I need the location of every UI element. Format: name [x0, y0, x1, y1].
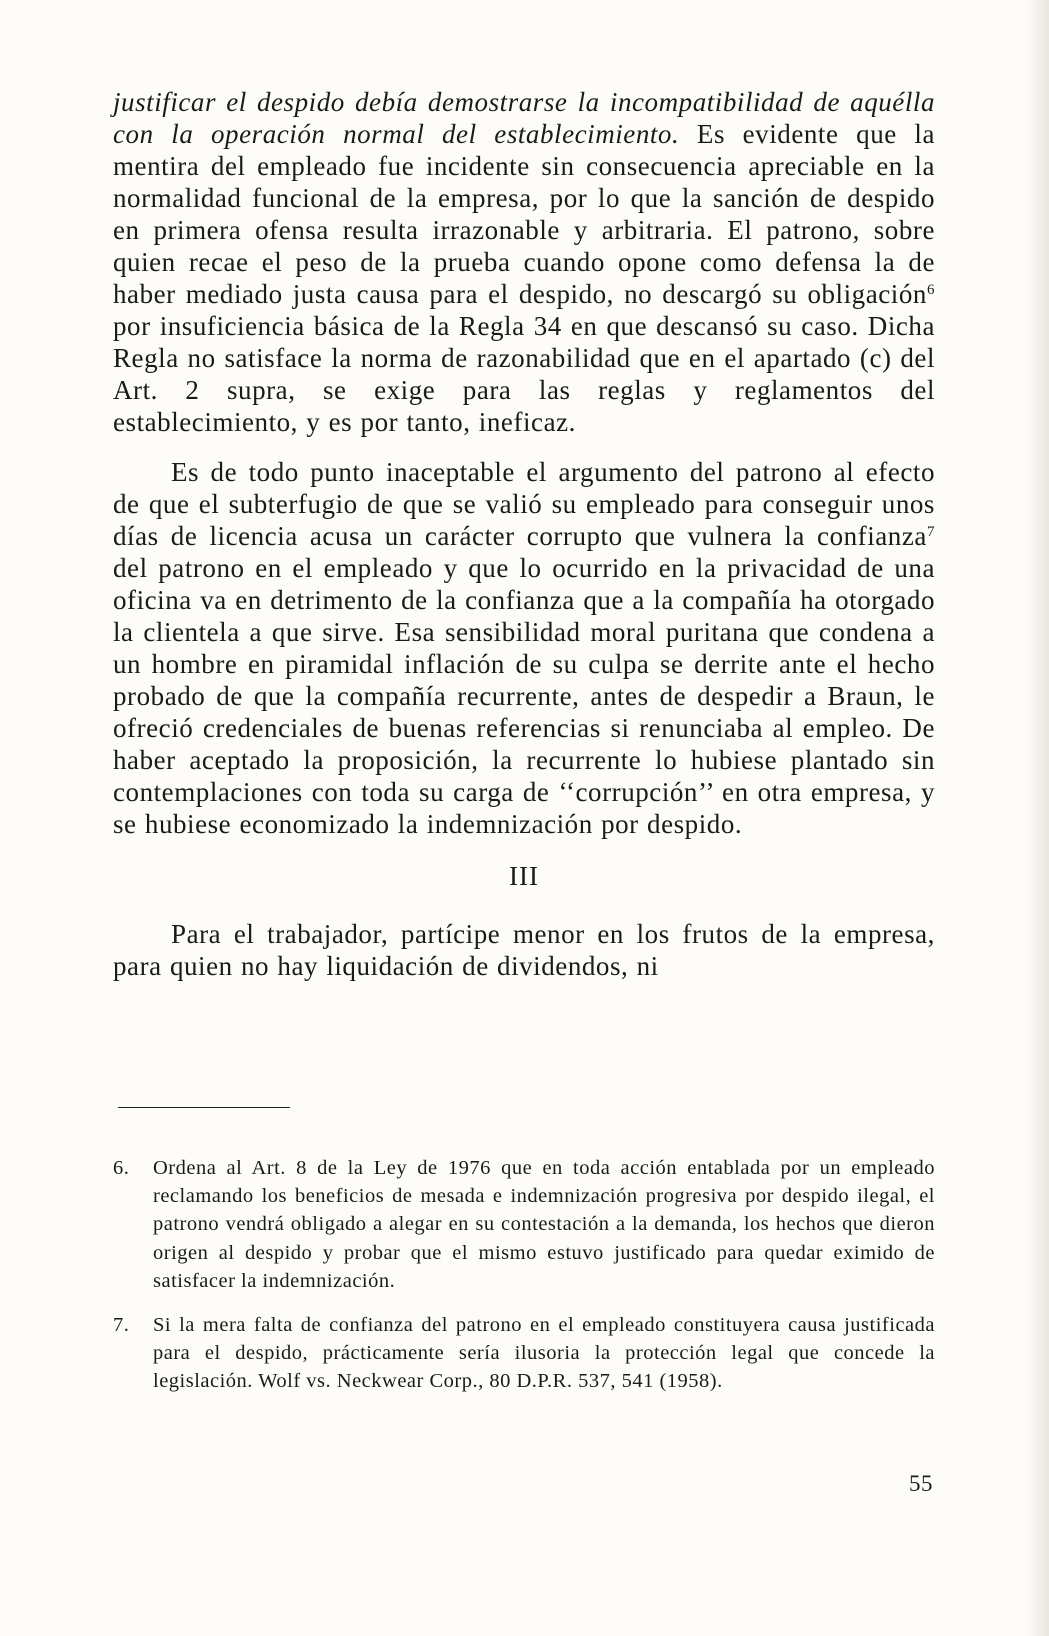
- paragraph-1: [113, 86, 935, 438]
- footnote-number: 6.: [113, 1157, 130, 1179]
- paragraph-2: [113, 456, 935, 840]
- footnote-6: [113, 1154, 935, 1295]
- footnote-ref-6[interactable]: 6: [926, 282, 935, 298]
- section-heading: III: [509, 861, 539, 891]
- body-text: [113, 86, 935, 982]
- paragraph-2-text-b: del patrono en el empleado y que lo ocurrido en la privacidad de una oficina va en detrimento de la confianza que a la compañía ha otorgado la clientela a que sirve. Esa sensibilidad moral puritana que condena a un hombre en piramidal inflación de su culpa se derrite ante el hecho probado de que la compañía recurrente, antes de despedir a Braun, le ofreció credenciales de buenas referencias si renunciaba al empleo. De haber aceptado la proposición, la recurrente lo hubiese plantado sin contemplaciones con toda su carga de ‘‘corrupción’’ en otra empresa, y se hubiese economizado la indemnización por despido.: [113, 553, 935, 839]
- paragraph-1-text-b: por insuficiencia básica de la Regla 34 en que descansó su caso. Dicha Regla no satisface la norma de razonabilidad que en el apartado (c) del Art. 2 supra, se exige para las reglas y reglamentos del establecimiento, y es por tanto, ineficaz.: [113, 311, 935, 437]
- page-edge: [1027, 0, 1049, 1636]
- paragraph-1-text-a: Es evidente que la mentira del empleado fue incidente sin consecuencia apreciable en la normalidad funcional de la empresa, por lo que la sanción de despido en primera ofensa resulta irrazonable y arbitraria. El patrono, sobre quien recae el peso de la prueba cuando opone como defensa la de haber mediado justa causa para el despido, no descargó su obligación: [113, 119, 935, 309]
- footnote-text: Si la mera falta de confianza del patrono en el empleado constituyera causa justificada para el despido, prácticamente sería ilusoria la protección legal que concede la legislación. Wolf vs. Neckwear Corp., 80 D.P.R. 537, 541 (1958).: [153, 1314, 935, 1393]
- footnote-number: 7.: [113, 1314, 130, 1337]
- footnote-7: [113, 1311, 935, 1396]
- paragraph-1-italic: justificar el despido debía demostrarse la incompatibilidad de aquélla con la operación normal del establecimiento.: [113, 87, 935, 149]
- footnote-divider: [118, 1107, 290, 1108]
- footnotes: [113, 1154, 935, 1396]
- footnote-ref-7[interactable]: 7: [926, 524, 935, 540]
- paragraph-3: Para el trabajador, partícipe menor en los frutos de la empresa, para quien no hay liquidación de dividendos, ni: [113, 919, 935, 981]
- footnote-text: Ordena al Art. 8 de la Ley de 1976 que en toda acción entablada por un empleado reclamando los beneficios de mesada e indemnización progresiva por despido ilegal, el patrono vendrá obligado a alegar en su contestación a la demanda, los hechos que dieron origen al despido y probar que el mismo estuvo justificado para quedar eximido de satisfacer la indemnización.: [153, 1157, 935, 1292]
- paragraph-2-text-a: Es de todo punto inaceptable el argumento del patrono al efecto de que el subterfugio de que se valió su empleado para conseguir unos días de licencia acusa un carácter corrupto que vulnera la confianza: [113, 457, 935, 551]
- page-number: 55: [909, 1471, 933, 1496]
